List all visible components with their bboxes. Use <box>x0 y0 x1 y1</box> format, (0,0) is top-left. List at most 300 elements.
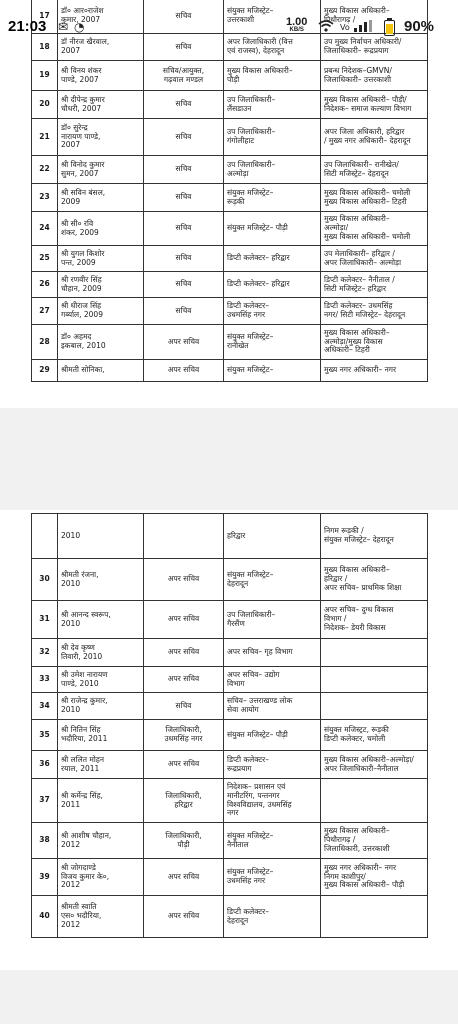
previous-posting-line: डिप्टी कलेक्टर– उधमसिंह <box>324 301 393 311</box>
current-posting-line: संयुक्त मजिस्ट्रेट– <box>227 830 274 840</box>
officer-name-cell <box>58 514 144 559</box>
volte-signal-icon <box>340 20 378 36</box>
previous-posting-line: मुख्य विकास अधिकारी– चमोली <box>324 231 411 241</box>
current-posting-cell <box>224 859 321 896</box>
officer-name-line: सुमन, 2007 <box>61 168 99 178</box>
designation-line: अपर सचिव <box>167 759 200 769</box>
previous-posting-cell <box>321 514 428 559</box>
designation-cell <box>144 514 224 559</box>
officer-name-cell <box>58 212 144 246</box>
officer-name-line: 2012 <box>61 919 81 929</box>
current-posting-line: मुख्य विकास अधिकारी– <box>227 65 293 75</box>
previous-posting-line: अपर जिला अधिकारी, हरिद्वार <box>324 127 405 137</box>
previous-posting-cell <box>321 212 428 246</box>
officer-name-line: 2007 <box>61 140 81 150</box>
table-row <box>32 896 428 938</box>
designation-cell <box>144 859 224 896</box>
serial-number-cell: 22 <box>32 156 58 184</box>
officer-name-line: श्री देव कृष्ण <box>61 642 95 652</box>
whatsapp-icon: ◔ <box>74 20 85 34</box>
designation-line: सचिव <box>175 253 192 263</box>
previous-posting-line: संयुक्त मजिस्ट्रट, रूड़की <box>324 725 389 735</box>
previous-posting-cell <box>321 896 428 938</box>
serial-number-cell: 17 <box>32 0 58 34</box>
previous-posting-line: मुख्य विकास अधिकारी– पौड़ी <box>324 880 405 890</box>
serial-number-cell: 29 <box>32 360 58 382</box>
designation-line: सचिव <box>175 700 192 710</box>
designation-cell <box>144 184 224 212</box>
officer-name-cell <box>58 693 144 720</box>
current-posting-line: उप जिलाधिकारी– <box>227 94 276 104</box>
current-posting-line: संयुक्त मजिस्ट्रेट– <box>227 6 274 16</box>
officer-name-line: श्री सी० रवि <box>61 218 94 228</box>
battery-percent: 90% <box>404 18 435 35</box>
table-row <box>32 514 428 559</box>
officer-name-cell <box>58 119 144 156</box>
previous-posting-line: मुख्य नगर अधिकारी– नगर <box>324 365 397 375</box>
current-posting-cell <box>224 720 321 751</box>
serial-number-cell: 28 <box>32 325 58 360</box>
table-row <box>32 559 428 601</box>
previous-posting-line: निदेशक– समाज कल्याण विभाग <box>324 103 412 113</box>
previous-posting-cell <box>321 184 428 212</box>
table-row <box>32 298 428 325</box>
previous-posting-cell <box>321 156 428 184</box>
current-posting-line: गंगोलीहाट <box>227 136 255 145</box>
designation-line: अपर सचिव <box>167 674 200 684</box>
previous-posting-cell <box>321 360 428 382</box>
previous-posting-cell <box>321 61 428 91</box>
table-row <box>32 667 428 693</box>
current-posting-line: संयुक्त मजिस्ट्रेट– <box>227 569 274 579</box>
current-posting-cell <box>224 272 321 298</box>
previous-posting-cell <box>321 119 428 156</box>
officer-name-line: एस० भदौरिया, <box>61 911 102 921</box>
officer-name-cell <box>58 272 144 298</box>
officer-name-cell <box>58 823 144 859</box>
designation-line: अपर सचिव <box>167 911 200 921</box>
officer-name-line: श्री ललित मोहन <box>61 754 104 764</box>
current-posting-line: सचिव– उत्तराखण्ड लोक <box>227 696 293 706</box>
current-posting-line: मानीटरिंग, पन्तनगर <box>227 790 280 800</box>
current-posting-line: डिप्टी कलेक्टर– हरिद्वार <box>227 279 290 289</box>
current-posting-cell <box>224 779 321 823</box>
officer-name-line: गर्ब्याल, 2009 <box>61 310 103 319</box>
designation-cell <box>144 212 224 246</box>
serial-number-cell: 24 <box>32 212 58 246</box>
previous-posting-line: निगम रूड़की / <box>324 526 364 536</box>
designation-line: सचिव <box>175 131 192 141</box>
current-posting-line: रूड़की <box>227 196 245 206</box>
network-speed-value: 1.00 <box>286 16 308 28</box>
serial-number-cell: 34 <box>32 693 58 720</box>
current-posting-cell <box>224 61 321 91</box>
officer-name-cell <box>58 720 144 751</box>
officer-name-cell <box>58 601 144 639</box>
serial-number-cell: 18 <box>32 34 58 61</box>
serial-number-cell: 38 <box>32 823 58 859</box>
current-posting-line: लैंसडाउन <box>227 103 252 113</box>
officer-name-line: 2010 <box>61 530 81 540</box>
table-row <box>32 360 428 382</box>
current-posting-line: रूद्रप्रयाग <box>227 763 252 773</box>
designation-cell <box>144 61 224 91</box>
current-posting-cell <box>224 156 321 184</box>
current-posting-line: देहरादून <box>227 578 249 588</box>
table-row <box>32 823 428 859</box>
table-row <box>32 639 428 667</box>
previous-posting-line: मुख्य विकास अधिकारी– <box>324 214 390 224</box>
network-speed-unit: KB/S <box>289 27 304 33</box>
notification-icon: ✉ <box>58 20 69 34</box>
officer-name-line: 2009 <box>61 196 81 206</box>
officer-name-line: 2007 <box>61 46 81 55</box>
previous-posting-line: सिटी मजिस्ट्रेट– देहरादून <box>324 168 389 178</box>
current-posting-line: अपर सचिव– उद्योग <box>227 669 280 679</box>
designation-line: सचिव <box>175 41 192 51</box>
previous-posting-line: अपर सचिव– प्राथमिक शिक्षा <box>324 582 402 592</box>
officer-name-line: श्री दीपेन्द्र कुमार <box>61 94 105 104</box>
svg-text:Vo: Vo <box>340 23 350 32</box>
current-posting-cell <box>224 91 321 119</box>
officer-name-line: 2012 <box>61 839 81 849</box>
officer-name-cell <box>58 246 144 272</box>
previous-posting-cell <box>321 91 428 119</box>
current-posting-cell <box>224 119 321 156</box>
previous-posting-line: मुख्य विकास अधिकारी– टिहरी <box>324 196 407 206</box>
previous-posting-line: निदेशक– डेयरी विकास <box>324 622 386 632</box>
table-row <box>32 720 428 751</box>
previous-posting-line: निगम काशीपुर/ <box>324 871 366 881</box>
designation-cell <box>144 751 224 779</box>
officer-name-cell <box>58 156 144 184</box>
designation-cell <box>144 119 224 156</box>
serial-number-cell: 36 <box>32 751 58 779</box>
previous-posting-line: / मुख्य नगर अधिकारी– देहरादून <box>324 136 411 145</box>
current-posting-cell <box>224 693 321 720</box>
previous-posting-line: जिलाधिकारी– उत्तरकाशी <box>324 74 392 84</box>
designation-line: गढ़वाल मण्डल <box>163 74 204 84</box>
officer-name-cell <box>58 61 144 91</box>
table-row <box>32 779 428 823</box>
current-posting-line: उप जिलाधिकारी– <box>227 609 276 619</box>
officer-name-cell <box>58 325 144 360</box>
serial-number-cell: 31 <box>32 601 58 639</box>
previous-posting-line: मुख्य नगर अधिकारी– नगर <box>324 862 397 872</box>
designation-line: अपर सचिव <box>167 336 200 346</box>
previous-posting-line: हरिद्वार / <box>324 574 348 584</box>
officer-name-line: श्री आनन्द स्वरूप, <box>61 609 111 619</box>
designation-line: हरिद्वार <box>174 799 193 809</box>
officer-name-line: श्रीमती रंजना, <box>61 569 99 579</box>
previous-posting-cell <box>321 667 428 693</box>
serial-number-cell: 21 <box>32 119 58 156</box>
previous-posting-line: उप मुख्य निर्वाचन अधिकारी/ <box>324 37 402 47</box>
previous-posting-line: अपर जिलाधिकारी–नैनीताल <box>324 763 399 773</box>
officer-name-line: डॉ नीरज खैरवाल, <box>61 37 110 47</box>
current-posting-line: अपर सचिव– गृह विभाग <box>227 647 293 657</box>
current-posting-cell <box>224 823 321 859</box>
designation-cell <box>144 823 224 859</box>
designation-cell <box>144 559 224 601</box>
current-posting-line: नैनीताल <box>227 839 249 849</box>
designation-cell <box>144 298 224 325</box>
officer-name-line: श्री रणवीर सिंह <box>61 274 102 284</box>
officer-name-line: डॉ० सुरेन्द्र <box>61 122 88 132</box>
previous-posting-line: अधिकारी– टिहरी <box>324 345 370 355</box>
previous-posting-line: डिप्टी कलेक्टर– नैनीताल / <box>324 274 395 284</box>
officer-name-cell <box>58 751 144 779</box>
table-row <box>32 751 428 779</box>
designation-cell <box>144 693 224 720</box>
current-posting-line: देहरादून <box>227 915 249 925</box>
designation-cell <box>144 246 224 272</box>
current-posting-cell <box>224 325 321 360</box>
officer-name-line: श्रीमती सोनिका, <box>61 365 105 375</box>
previous-posting-line: मुख्य विकास अधिकारी– <box>324 565 390 575</box>
officers-table-page-1 <box>31 0 428 382</box>
designation-line: सचिव <box>175 223 192 233</box>
designation-cell <box>144 601 224 639</box>
designation-line: सचिव <box>175 279 192 289</box>
previous-posting-line: मुख्य विकास अधिकारी– <box>324 6 390 16</box>
current-posting-cell <box>224 212 321 246</box>
designation-line: जिलाधिकारी, <box>165 830 202 840</box>
serial-number-cell: 27 <box>32 298 58 325</box>
officer-name-line: श्री सविन बंसल, <box>61 187 106 197</box>
previous-posting-cell <box>321 246 428 272</box>
current-posting-line: एवं राजस्व), देहरादून <box>227 46 285 55</box>
table-row <box>32 272 428 298</box>
officer-name-line: इकबाल, 2010 <box>61 341 106 350</box>
officer-name-line: 2011 <box>61 799 81 809</box>
designation-cell <box>144 272 224 298</box>
current-posting-line: नगर <box>227 808 239 818</box>
previous-posting-cell <box>321 325 428 360</box>
previous-posting-line: मुख्य विकास अधिकारी– पौड़ी/ <box>324 94 407 104</box>
current-posting-line: डिप्टी कलेक्टर– <box>227 301 269 311</box>
table-row <box>32 246 428 272</box>
current-posting-line: अल्मोड़ा <box>227 168 249 178</box>
designation-line: सचिव <box>175 192 192 202</box>
table-row <box>32 91 428 119</box>
officer-name-line: श्री कर्मेन्द्र सिंह, <box>61 790 103 800</box>
serial-number-cell: 32 <box>32 639 58 667</box>
current-posting-line: उप जिलाधिकारी– <box>227 159 276 169</box>
current-posting-line: संयुक्त मजिस्ट्रेट– <box>227 365 274 375</box>
officer-name-line: शंकर, 2009 <box>61 227 99 237</box>
previous-posting-cell <box>321 559 428 601</box>
previous-posting-line: जिलाधिकारी– रूद्रप्रयाग <box>324 46 389 55</box>
previous-posting-cell <box>321 693 428 720</box>
officer-name-line: कुमार, 2007 <box>61 15 101 24</box>
serial-number-cell: 23 <box>32 184 58 212</box>
table-row <box>32 601 428 639</box>
table-row <box>32 184 428 212</box>
current-posting-line: संयुक्त मजिस्ट्रेट– पौड़ी <box>227 223 288 233</box>
officer-name-line: श्रीमती स्वाति <box>61 902 97 912</box>
previous-posting-cell <box>321 298 428 325</box>
officer-name-line: पाण्डे, 2010 <box>61 678 99 688</box>
current-posting-line: संयुक्त मजिस्ट्रेट– <box>227 187 274 197</box>
designation-line: अपर सचिव <box>167 871 200 881</box>
designation-cell <box>144 779 224 823</box>
current-posting-line: उप जिलाधिकारी– <box>227 127 276 137</box>
current-posting-line: गैरसैंण <box>227 618 245 628</box>
designation-cell <box>144 720 224 751</box>
current-posting-line: विश्वविद्यालय, उधमसिंह <box>227 799 292 809</box>
serial-number-cell: 35 <box>32 720 58 751</box>
designation-line: अपर सचिव <box>167 614 200 624</box>
previous-posting-line: डिप्टी कलेक्टर, चमोली <box>324 734 386 743</box>
officer-name-line: 2010 <box>61 618 81 628</box>
serial-number-cell: 40 <box>32 896 58 938</box>
designation-line: सचिव <box>175 99 192 109</box>
current-posting-cell <box>224 559 321 601</box>
previous-posting-line: नगर/ सिटी मजिस्ट्रेट– देहरादून <box>324 310 406 319</box>
previous-posting-cell <box>321 272 428 298</box>
table-row <box>32 325 428 360</box>
officer-name-cell <box>58 667 144 693</box>
officer-name-cell <box>58 779 144 823</box>
table-row <box>32 693 428 720</box>
serial-number-cell <box>32 514 58 559</box>
designation-cell <box>144 325 224 360</box>
serial-number-cell: 33 <box>32 667 58 693</box>
previous-posting-line: मुख्य विकास अधिकारी– <box>324 327 390 337</box>
wifi-icon <box>318 20 334 35</box>
officer-name-cell <box>58 298 144 325</box>
designation-line: जिलाधिकारी, <box>165 790 202 800</box>
current-posting-line: उत्तरकाशी <box>227 15 255 24</box>
previous-posting-cell <box>321 779 428 823</box>
officer-name-line: पाण्डे, 2007 <box>61 74 99 84</box>
current-posting-line: संयुक्त मजिस्ट्रेट– <box>227 332 274 342</box>
previous-posting-line: अपर जिलाधिकारी– अल्मोड़ा <box>324 257 402 267</box>
current-posting-cell <box>224 751 321 779</box>
previous-posting-line: प्रबन्ध निदेशक–GMVN/ <box>324 65 392 75</box>
designation-line: जिलाधिकारी, <box>165 725 202 735</box>
designation-line: उधमसिंह नगर <box>164 734 203 743</box>
officer-name-line: चौधरी, 2007 <box>61 103 102 113</box>
current-posting-line: सेवा आयोग <box>227 705 259 714</box>
previous-posting-line: सिटी मजिस्ट्रेट– हरिद्वार <box>324 283 387 293</box>
officer-name-line: नारायण पाण्डे, <box>61 131 101 141</box>
officer-name-line: श्री विनोद कुमार <box>61 159 105 169</box>
designation-line: अपर सचिव <box>167 365 200 375</box>
previous-posting-line: संयुक्त मजिस्ट्रेट– देहरादून <box>324 535 394 544</box>
previous-posting-cell <box>321 751 428 779</box>
previous-posting-cell <box>321 639 428 667</box>
current-posting-line: निदेशक– प्रशासन एवं <box>227 781 286 791</box>
current-posting-line: डिप्टी कलेक्टर– <box>227 754 269 764</box>
current-posting-cell <box>224 298 321 325</box>
officer-name-line: श्री नितिन सिंह <box>61 725 101 735</box>
serial-number-cell: 30 <box>32 559 58 601</box>
designation-cell <box>144 156 224 184</box>
officer-name-line: तिवारी, 2010 <box>61 651 103 661</box>
designation-cell <box>144 639 224 667</box>
officer-name-cell <box>58 639 144 667</box>
current-posting-line: अपर जिलाधिकारी (वित्त <box>227 37 293 47</box>
previous-posting-line: पिथौरागढ़ / <box>324 15 356 24</box>
current-posting-cell <box>224 246 321 272</box>
designation-line: सचिव <box>175 305 192 315</box>
officer-name-cell <box>58 559 144 601</box>
officer-name-cell <box>58 91 144 119</box>
designation-line: सचिव <box>175 10 192 20</box>
previous-posting-cell <box>321 720 428 751</box>
officer-name-line: श्री उमेश नारायण <box>61 669 108 679</box>
clock: 21:03 <box>8 18 47 35</box>
officer-name-cell <box>58 360 144 382</box>
previous-posting-cell <box>321 859 428 896</box>
previous-posting-line: मुख्य विकास अधिकारी– चमोली <box>324 187 411 197</box>
officer-name-line: श्री राजेन्द्र कुमार, <box>61 696 108 706</box>
current-posting-cell <box>224 184 321 212</box>
officer-name-line: श्री जोगदाण्डे <box>61 862 96 872</box>
previous-posting-line: विभाग / <box>324 614 347 624</box>
current-posting-line: डिप्टी कलेक्टर– हरिद्वार <box>227 253 290 263</box>
previous-posting-line: पिथौरागढ़ / <box>324 835 356 845</box>
current-posting-cell <box>224 601 321 639</box>
table-row <box>32 156 428 184</box>
officer-name-line: विजय कुमार के०, <box>61 871 110 881</box>
current-posting-line: विभाग <box>227 678 245 688</box>
designation-line: सचिव/आयुक्त, <box>162 65 205 75</box>
table-row <box>32 212 428 246</box>
previous-posting-line: उप जिलाधिकारी– रानीखेत/ <box>324 159 399 169</box>
officer-name-line: श्री आशीष चौहान, <box>61 830 112 840</box>
current-posting-cell <box>224 360 321 382</box>
serial-number-cell: 26 <box>32 272 58 298</box>
previous-posting-line: मुख्य विकास अधिकारी–अल्मोड़ा/ <box>324 754 414 764</box>
current-posting-line: रानीखेत <box>227 341 249 350</box>
table-row <box>32 859 428 896</box>
designation-cell <box>144 667 224 693</box>
officer-name-line: डॉ० अहमद <box>61 332 92 342</box>
designation-line: सचिव <box>175 164 192 174</box>
previous-posting-line: मुख्य विकास अधिकारी– <box>324 826 390 836</box>
serial-number-cell: 37 <box>32 779 58 823</box>
officer-name-line: 2012 <box>61 880 81 890</box>
officer-name-line: श्री विनय शंकर <box>61 65 102 75</box>
current-posting-cell <box>224 896 321 938</box>
current-posting-line: संयुक्त मजिस्ट्रेट– पौड़ी <box>227 729 288 739</box>
battery-icon <box>384 20 395 36</box>
designation-line: अपर सचिव <box>167 574 200 584</box>
previous-posting-line: अल्मोड़ा/ <box>324 223 349 233</box>
previous-posting-line: अल्मोड़ा/मुख्य विकास <box>324 336 383 346</box>
officer-name-line: डॉ० आर०राजेश <box>61 6 104 16</box>
officer-name-cell <box>58 859 144 896</box>
previous-posting-cell <box>321 601 428 639</box>
officer-name-line: पन्त, 2009 <box>61 257 96 267</box>
table-row <box>32 61 428 91</box>
current-posting-line: हरिद्वार <box>227 530 246 540</box>
officer-name-cell <box>58 896 144 938</box>
current-posting-cell <box>224 639 321 667</box>
current-posting-cell <box>224 667 321 693</box>
status-bar <box>0 0 458 50</box>
previous-posting-cell <box>321 823 428 859</box>
serial-number-cell: 20 <box>32 91 58 119</box>
officer-name-line: 2010 <box>61 705 81 714</box>
officer-name-line: श्री धीराज सिंह <box>61 301 102 311</box>
designation-cell <box>144 91 224 119</box>
current-posting-line: पौड़ी <box>227 74 240 84</box>
current-posting-line: संयुक्त मजिस्ट्रेट– <box>227 867 274 877</box>
